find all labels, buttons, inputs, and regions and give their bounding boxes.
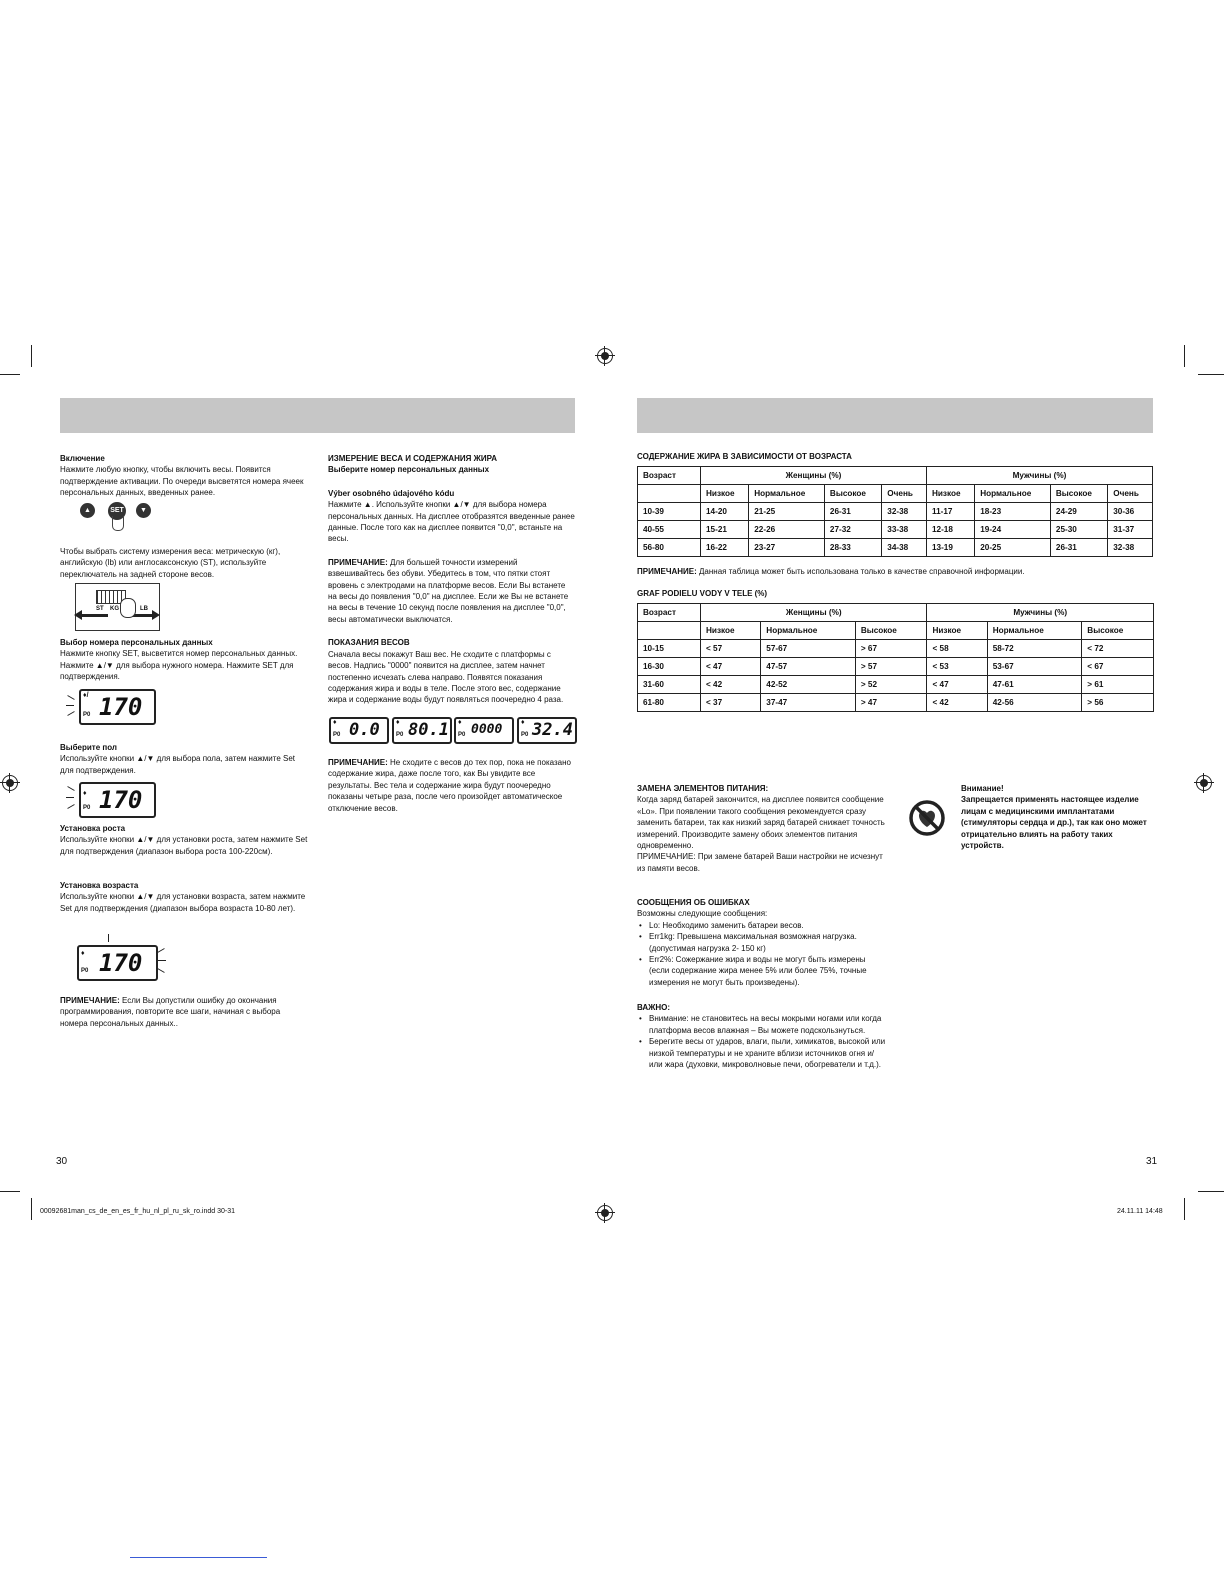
left-header-bar xyxy=(60,398,575,433)
fat-sub-header: Низкое xyxy=(701,485,749,503)
table-cell: 24-29 xyxy=(1050,503,1107,521)
readings-title: ПОКАЗАНИЯ ВЕСОВ xyxy=(328,638,410,648)
table-cell: 57-67 xyxy=(761,640,856,658)
left-column xyxy=(60,453,310,511)
table-cell: 16-22 xyxy=(701,539,749,557)
table-cell: 21-25 xyxy=(749,503,825,521)
fat-sub-header: Очень xyxy=(882,485,927,503)
gender-text: Используйте кнопки ▲/▼ для выбора пола, затем нажмите Set для подтверждения. xyxy=(60,754,295,775)
lcd-display-user: ♦/ P0 170 xyxy=(79,689,156,725)
table-cell: 32-38 xyxy=(1108,539,1153,557)
table-cell: 15-21 xyxy=(701,521,749,539)
down-button-icon: ▼ xyxy=(136,503,151,518)
important-title: ВАЖНО: xyxy=(637,1003,671,1012)
table-cell: < 42 xyxy=(927,694,987,712)
table-cell: > 52 xyxy=(855,676,927,694)
arrow-left-icon xyxy=(78,614,108,617)
warning-title: Внимание! xyxy=(961,784,1004,793)
code-title: Výber osobného údajového kódu xyxy=(328,488,455,498)
left-note-text: Если Вы допустили ошибку до окончания программирования, повторите все шаги, начиная с выбора номера персональных данных.. xyxy=(60,996,281,1028)
user-select-title: Выбор номера персональных данных xyxy=(60,638,213,647)
table-cell: 23-27 xyxy=(749,539,825,557)
battery-title: ЗАМЕНА ЭЛЕМЕНТОВ ПИТАНИЯ: xyxy=(637,784,769,793)
table-cell: < 58 xyxy=(927,640,987,658)
table-row xyxy=(638,676,1154,694)
water-table-men-header: Мужчины (%) xyxy=(927,604,1154,622)
table-cell: 26-31 xyxy=(824,503,881,521)
water-table-title: GRAF PODIELU VODY V TELE (%) xyxy=(637,589,768,598)
table-cell: 18-23 xyxy=(975,503,1051,521)
table-cell: 37-47 xyxy=(761,694,856,712)
water-table-women-header: Женщины (%) xyxy=(701,604,927,622)
lcd-reading-value: 80.1 xyxy=(408,720,449,740)
switch-label-kg: KG xyxy=(110,606,119,612)
lcd-value: 170 xyxy=(99,949,143,977)
fat-sub-header: Низкое xyxy=(926,485,974,503)
lcd-pg-label: P0 xyxy=(83,805,91,811)
table-cell: 25-30 xyxy=(1050,521,1107,539)
water-table xyxy=(637,603,1154,712)
fat-table-age-header: Возраст xyxy=(638,467,701,485)
water-sub-header: Нормальное xyxy=(761,622,856,640)
page-number-right: 31 xyxy=(1146,1156,1158,1167)
table-cell: < 37 xyxy=(701,694,761,712)
switch-label-lb: LB xyxy=(140,606,148,612)
fat-table xyxy=(637,466,1153,557)
height-text: Используйте кнопки ▲/▼ для установки роста, затем нажмите Set для подтверждения (диапазон выбора роста 100-220см). xyxy=(60,835,308,856)
lcd-reading-1: ♦ P0 0.0 xyxy=(329,717,389,744)
right-header-bar xyxy=(637,398,1153,433)
table-cell: > 61 xyxy=(1082,676,1154,694)
lcd-value: 170 xyxy=(99,693,143,721)
footer-date: 24.11.11 14:48 xyxy=(1117,1208,1163,1215)
table-cell: 33-38 xyxy=(882,521,927,539)
power-on-title: Включение xyxy=(60,454,105,463)
table-row xyxy=(638,539,1153,557)
unit-switch-illustration xyxy=(75,583,160,631)
height-title: Установка роста xyxy=(60,824,126,833)
table-cell: 12-18 xyxy=(926,521,974,539)
registration-mark-icon xyxy=(2,775,18,791)
left-note-label: ПРИМЕЧАНИЕ: xyxy=(60,996,120,1005)
table-cell: < 42 xyxy=(701,676,761,694)
table-cell: 32-38 xyxy=(882,503,927,521)
table-cell: 22-26 xyxy=(749,521,825,539)
gender-title: Выберите пол xyxy=(60,743,117,752)
table-cell: 11-17 xyxy=(926,503,974,521)
water-table-age-header: Возраст xyxy=(638,604,701,622)
registration-mark-icon xyxy=(1196,775,1212,791)
switch-label-st: ST xyxy=(96,606,104,612)
table-cell: 31-60 xyxy=(638,676,701,694)
list-item: • Внимание: не становитесь на весы мокрыми ногами или когда платформа весов влажная – Вы можете подскользнуться. xyxy=(649,1013,887,1036)
table-cell: 47-61 xyxy=(987,676,1082,694)
age-title: Установка возраста xyxy=(60,881,139,890)
readings-text: Сначала весы покажут Ваш вес. Не сходите с платформы с весов. Надпись "0000" появится на дисплее, затем начнет постепенно исчезать слева направо. Появятся показания содержания жира и воды в теле. После этого вес, содержание жира и содержание воды будут появляться поочередно 4 раза. xyxy=(328,649,564,705)
page-number-left: 30 xyxy=(56,1156,68,1167)
table-cell: 26-31 xyxy=(1050,539,1107,557)
finger-icon xyxy=(112,516,124,531)
age-text: Используйте кнопки ▲/▼ для установки возраста, затем нажмите Set для подтверждения (диапазон выбора возраста 10-80 лет). xyxy=(60,892,306,913)
no-pacemaker-icon xyxy=(908,799,946,837)
middle-note2-text: Не сходите с весов до тех пор, пока не показано содержание жира, даже после того, как Вы увидите все результаты. Вес тела и содержание жира будут поочередно показаны четыре раза, после чего произойдет автоматическое отключение весов. xyxy=(328,758,571,813)
middle-note1-label: ПРИМЕЧАНИЕ: xyxy=(328,557,388,567)
water-sub-header: Низкое xyxy=(927,622,987,640)
user-select-text: Нажмите кнопку SET, высветится номер персональных данных. Нажмите ▲/▼ для выбора нужного номера. Нажмите SET для подтверждения. xyxy=(60,649,298,682)
lcd-display-age: ♦ P0 170 xyxy=(77,945,158,981)
list-item: • Err1kg: Превышена максимальная возможная нагрузка. (допустимая нагрузка 2- 150 кг) xyxy=(649,931,887,954)
fat-sub-header: Нормальное xyxy=(975,485,1051,503)
table-cell: < 53 xyxy=(927,658,987,676)
water-sub-header: Низкое xyxy=(701,622,761,640)
table-cell: 30-36 xyxy=(1108,503,1153,521)
power-on-text: Нажмите любую кнопку, чтобы включить весы. Появится подтверждение активации. По очереди высветятся номера ячеек персональных данных, введенных ранее. xyxy=(60,465,304,498)
table-cell: > 67 xyxy=(855,640,927,658)
table-cell: 20-25 xyxy=(975,539,1051,557)
lcd-reading-value: 0000 xyxy=(471,722,503,737)
table-row xyxy=(638,503,1153,521)
fat-note-label: ПРИМЕЧАНИЕ: xyxy=(637,567,697,576)
table-row xyxy=(638,521,1153,539)
fat-table-women-header: Женщины (%) xyxy=(701,467,927,485)
table-cell: 61-80 xyxy=(638,694,701,712)
table-cell: > 47 xyxy=(855,694,927,712)
up-button-icon: ▲ xyxy=(80,503,95,518)
fat-sub-header: Высокое xyxy=(824,485,881,503)
fat-sub-header: Нормальное xyxy=(749,485,825,503)
table-cell: 16-30 xyxy=(638,658,701,676)
table-cell: 14-20 xyxy=(701,503,749,521)
lcd-value: 170 xyxy=(99,786,143,814)
set-button-icon: SET xyxy=(108,502,126,520)
table-cell: 27-32 xyxy=(824,521,881,539)
table-cell: 10-15 xyxy=(638,640,701,658)
table-cell: 13-19 xyxy=(926,539,974,557)
middle-note1-text: Для большей точности измерений взвешивайтесь без обуви. Убедитесь в том, что пятки стоят вровень с электродами на платформе весов. Если Вы встанете на весы до появления "0,0" на дисплее. Если же Вы не встанете на весы в течение 10 секунд после появления на дисплее "0,0", весы автоматически выключатся. xyxy=(328,557,569,624)
water-sub-header: Высокое xyxy=(855,622,927,640)
footer-filename: 00092681man_cs_de_en_es_fr_hu_nl_pl_ru_sk_ro.indd 30-31 xyxy=(40,1208,235,1215)
warning-text: Запрещается применять настоящее изделие лицам с медицинскими имплантатами (стимуляторы сердца и др.), так как оно может отрицательно влиять на работу таких устройств. xyxy=(961,795,1147,851)
table-cell: 42-56 xyxy=(987,694,1082,712)
table-cell: 53-67 xyxy=(987,658,1082,676)
table-cell: 28-33 xyxy=(824,539,881,557)
lcd-reading-2: ♦ P0 80.1 xyxy=(392,717,452,744)
battery-text: Когда заряд батарей закончится, на дисплее появится сообщение «Lo». При появлении такого сообщения рекомендуется сразу заменить батареи, так как низкий заряд батарей снижает точность измерений. Производите замену обоих элементов питания одновременно. xyxy=(637,795,885,851)
table-cell: < 47 xyxy=(701,658,761,676)
fat-table-title: СОДЕРЖАНИЕ ЖИРА В ЗАВИСИМОСТИ ОТ ВОЗРАСТА xyxy=(637,452,852,461)
table-cell: > 57 xyxy=(855,658,927,676)
middle-column xyxy=(328,453,576,706)
table-cell: 31-37 xyxy=(1108,521,1153,539)
list-item: • Берегите весы от ударов, влаги, пыли, химикатов, высокой или низкой температуры и не храните вблизи источников огня и/или жара (духовки, микроволновые печи, обогреватели и т.д.). xyxy=(649,1036,887,1070)
table-cell: 10-39 xyxy=(638,503,701,521)
water-sub-header: Нормальное xyxy=(987,622,1082,640)
table-cell: 56-80 xyxy=(638,539,701,557)
lcd-reading-value: 32.4 xyxy=(532,720,573,740)
list-item: • Err2%: Сожержание жира и воды не могут быть измерены (если содержание жира менее 5% или более 75%, точные измерения не могут быть произведены). xyxy=(649,954,887,988)
lcd-display-gender: ♦ P0 170 xyxy=(79,782,156,818)
table-cell: < 57 xyxy=(701,640,761,658)
table-cell: 34-38 xyxy=(882,539,927,557)
list-item: • Lo: Необходимо заменить батареи весов. xyxy=(649,920,887,931)
lcd-reading-value: 0.0 xyxy=(349,720,380,740)
table-cell: > 56 xyxy=(1082,694,1154,712)
lcd-reading-4: ♦ P0 32.4 xyxy=(517,717,577,744)
table-cell: < 67 xyxy=(1082,658,1154,676)
battery-note: ПРИМЕЧАНИЕ: При замене батарей Ваши настройки не исчезнут из памяти весов. xyxy=(637,852,883,873)
table-row xyxy=(638,658,1154,676)
lcd-pg-label: P0 xyxy=(81,968,89,974)
fat-note-text: Данная таблица может быть использована только в качестве справочной информации. xyxy=(699,567,1025,576)
fat-sub-header: Высокое xyxy=(1050,485,1107,503)
middle-note2-label: ПРИМЕЧАНИЕ: xyxy=(328,758,388,767)
table-row xyxy=(638,640,1154,658)
unit-text: Чтобы выбрать систему измерения веса: метрическую (кг), английскую (lb) или англосаксонскую (ST), используйте переключатель на задней стороне весов. xyxy=(60,547,281,579)
table-cell: 58-72 xyxy=(987,640,1082,658)
registration-mark-icon xyxy=(597,1205,613,1221)
lcd-pg-label: P0 xyxy=(83,712,91,718)
table-cell: 19-24 xyxy=(975,521,1051,539)
lcd-reading-3: ♦ P0 0000 xyxy=(454,717,514,744)
fat-table-men-header: Мужчины (%) xyxy=(926,467,1152,485)
fat-sub-header: Очень xyxy=(1108,485,1153,503)
table-cell: < 72 xyxy=(1082,640,1154,658)
errors-intro: Возможны следующие сообщения: xyxy=(637,909,768,919)
table-cell: 42-52 xyxy=(761,676,856,694)
water-sub-header: Высокое xyxy=(1082,622,1154,640)
errors-title: СООБЩЕНИЯ ОБ ОШИБКАХ xyxy=(637,898,750,907)
measurement-subtitle: Выберите номер персональных данных xyxy=(328,465,490,475)
registration-mark-icon xyxy=(597,348,613,364)
measurement-title: ИЗМЕРЕНИЕ ВЕСА И СОДЕРЖАНИЯ ЖИРА xyxy=(328,454,498,463)
table-row xyxy=(638,694,1154,712)
table-cell: < 47 xyxy=(927,676,987,694)
code-text: Нажмите ▲. Используйте кнопки ▲/▼ для выбора номера персональных данных. На дисплее отобразятся введенные ранее данные. После того как на дисплее появится "0,0", встаньте на весы. xyxy=(328,500,575,544)
table-cell: 47-57 xyxy=(761,658,856,676)
table-cell: 40-55 xyxy=(638,521,701,539)
